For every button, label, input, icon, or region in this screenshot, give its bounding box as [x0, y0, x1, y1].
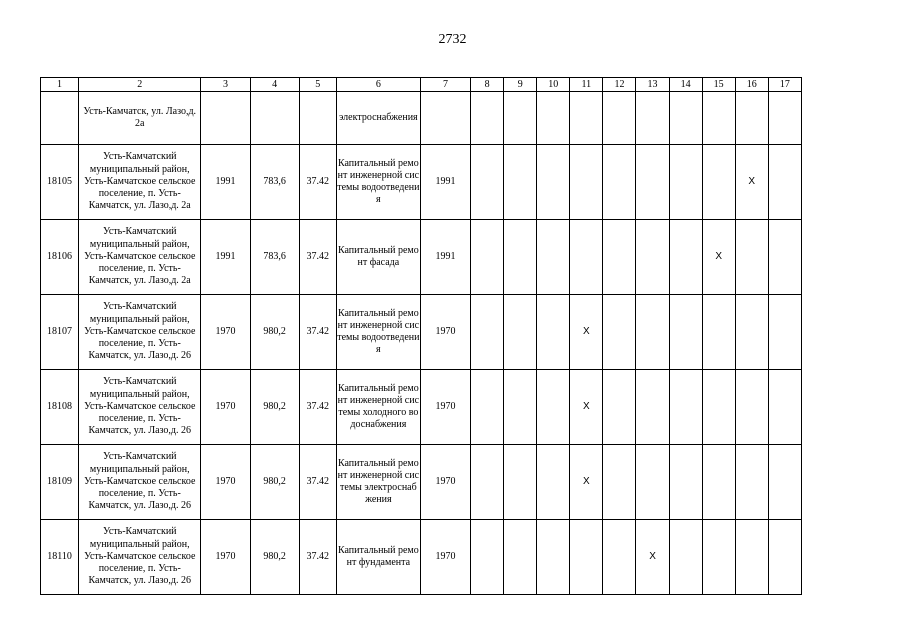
column-header-17: 17 — [768, 78, 801, 92]
cell-year-2: 1970 — [420, 370, 470, 445]
cell-area: 783,6 — [250, 220, 299, 295]
table-row — [41, 520, 802, 595]
cell-work: Капитальный ремонт инженерной системы холодного водоснабжения — [336, 370, 420, 445]
cell-id: 18109 — [41, 445, 79, 520]
cell-empty — [669, 295, 702, 370]
cell-empty — [669, 520, 702, 595]
cell-empty — [735, 220, 768, 295]
cell-empty — [537, 220, 570, 295]
cell-year-2: 1970 — [420, 520, 470, 595]
cell-mark: X — [702, 220, 735, 295]
cell-empty — [570, 220, 603, 295]
cell-empty — [636, 370, 669, 445]
column-header-1: 1 — [41, 78, 79, 92]
cell-work: Капитальный ремонт инженерной системы электроснабжения — [336, 445, 420, 520]
cell-year-2: 1991 — [420, 220, 470, 295]
cell-address: Усть-Камчатск, ул. Лазо,д. 2а — [79, 92, 201, 145]
cell-address: Усть-Камчатский муниципальный район, Усть-Камчатское сельское поселение, п. Усть-Камчатск, ул. Лазо,д. 26 — [79, 295, 201, 370]
cell-address: Усть-Камчатский муниципальный район, Усть-Камчатское сельское поселение, п. Усть-Камчатск, ул. Лазо,д. 2а — [79, 220, 201, 295]
cell-code: 37.42 — [299, 145, 336, 220]
cell-empty — [537, 520, 570, 595]
cell-empty — [636, 145, 669, 220]
cell-empty — [768, 145, 801, 220]
cell-empty — [735, 520, 768, 595]
cell-empty — [735, 370, 768, 445]
cell-mark: X — [570, 445, 603, 520]
cell-address: Усть-Камчатский муниципальный район, Усть-Камчатское сельское поселение, п. Усть-Камчатск, ул. Лазо,д. 2а — [79, 145, 201, 220]
cell-empty — [669, 370, 702, 445]
cell-year: 1970 — [201, 295, 250, 370]
cell-area: 980,2 — [250, 445, 299, 520]
column-header-14: 14 — [669, 78, 702, 92]
column-header-7: 7 — [420, 78, 470, 92]
cell-empty — [603, 145, 636, 220]
cell-empty — [537, 145, 570, 220]
cell-work: электроснабжения — [336, 92, 420, 145]
column-header-9: 9 — [504, 78, 537, 92]
cell-empty — [702, 295, 735, 370]
column-header-6: 6 — [336, 78, 420, 92]
registry-table — [40, 77, 802, 595]
cell-address: Усть-Камчатский муниципальный район, Усть-Камчатское сельское поселение, п. Усть-Камчатск, ул. Лазо,д. 26 — [79, 445, 201, 520]
cell-empty — [537, 370, 570, 445]
cell-year: 1991 — [201, 145, 250, 220]
table-row — [41, 370, 802, 445]
cell-empty — [504, 520, 537, 595]
table-row — [41, 145, 802, 220]
cell-code: 37.42 — [299, 295, 336, 370]
column-header-4: 4 — [250, 78, 299, 92]
cell-code: 37.42 — [299, 445, 336, 520]
cell-id — [41, 92, 79, 145]
cell-empty — [603, 220, 636, 295]
cell-empty — [768, 220, 801, 295]
cell-mark: X — [570, 295, 603, 370]
cell-id: 18107 — [41, 295, 79, 370]
cell-empty — [636, 220, 669, 295]
column-header-12: 12 — [603, 78, 636, 92]
table-row — [41, 295, 802, 370]
cell-id: 18110 — [41, 520, 79, 595]
cell-empty — [702, 145, 735, 220]
column-header-10: 10 — [537, 78, 570, 92]
cell-address: Усть-Камчатский муниципальный район, Усть-Камчатское сельское поселение, п. Усть-Камчатск, ул. Лазо,д. 26 — [79, 520, 201, 595]
cell-empty — [471, 145, 504, 220]
cell-area: 783,6 — [250, 145, 299, 220]
column-header-15: 15 — [702, 78, 735, 92]
header-row — [41, 78, 802, 92]
cell-year: 1970 — [201, 370, 250, 445]
cell-empty — [570, 520, 603, 595]
cell-empty — [768, 520, 801, 595]
cell-empty — [570, 145, 603, 220]
cell-year-2: 1970 — [420, 445, 470, 520]
cell-empty — [669, 445, 702, 520]
cell-empty — [735, 295, 768, 370]
cell-empty — [471, 220, 504, 295]
cell-empty — [603, 295, 636, 370]
cell-empty — [702, 370, 735, 445]
cell-empty — [702, 445, 735, 520]
cell-area: 980,2 — [250, 370, 299, 445]
table-row — [41, 220, 802, 295]
table-row — [41, 445, 802, 520]
cell-empty — [702, 520, 735, 595]
cell-empty — [669, 220, 702, 295]
cell-mark: X — [735, 145, 768, 220]
cell-mark: X — [570, 370, 603, 445]
cell-empty — [669, 145, 702, 220]
continued-row — [41, 92, 802, 145]
cell-empty — [603, 445, 636, 520]
cell-empty — [504, 445, 537, 520]
cell-mark: X — [636, 520, 669, 595]
cell-id: 18105 — [41, 145, 79, 220]
cell-empty — [504, 370, 537, 445]
cell-work: Капитальный ремонт фундамента — [336, 520, 420, 595]
cell-work: Капитальный ремонт инженерной системы водоотведения — [336, 295, 420, 370]
cell-empty — [471, 370, 504, 445]
cell-empty — [537, 295, 570, 370]
cell-year: 1991 — [201, 220, 250, 295]
column-header-16: 16 — [735, 78, 768, 92]
cell-empty — [471, 520, 504, 595]
cell-empty — [636, 295, 669, 370]
column-header-5: 5 — [299, 78, 336, 92]
cell-code: 37.42 — [299, 220, 336, 295]
cell-empty — [504, 220, 537, 295]
cell-empty — [603, 520, 636, 595]
cell-id: 18108 — [41, 370, 79, 445]
cell-empty — [768, 370, 801, 445]
cell-empty — [636, 445, 669, 520]
cell-work: Капитальный ремонт инженерной системы водоотведения — [336, 145, 420, 220]
cell-empty — [504, 145, 537, 220]
cell-empty — [603, 370, 636, 445]
page-number: 2732 — [438, 32, 467, 47]
column-header-3: 3 — [201, 78, 250, 92]
cell-empty — [471, 445, 504, 520]
cell-address: Усть-Камчатский муниципальный район, Усть-Камчатское сельское поселение, п. Усть-Камчатск, ул. Лазо,д. 26 — [79, 370, 201, 445]
cell-year: 1970 — [201, 520, 250, 595]
cell-year-2: 1991 — [420, 145, 470, 220]
cell-empty — [735, 445, 768, 520]
cell-year-2: 1970 — [420, 295, 470, 370]
cell-empty — [471, 295, 504, 370]
cell-year: 1970 — [201, 445, 250, 520]
cell-work: Капитальный ремонт фасада — [336, 220, 420, 295]
column-header-2: 2 — [79, 78, 201, 92]
cell-id: 18106 — [41, 220, 79, 295]
cell-code: 37.42 — [299, 520, 336, 595]
cell-code: 37.42 — [299, 370, 336, 445]
cell-empty — [537, 445, 570, 520]
column-header-13: 13 — [636, 78, 669, 92]
column-header-11: 11 — [570, 78, 603, 92]
cell-empty — [768, 445, 801, 520]
cell-area: 980,2 — [250, 295, 299, 370]
cell-area: 980,2 — [250, 520, 299, 595]
cell-empty — [768, 295, 801, 370]
column-header-8: 8 — [471, 78, 504, 92]
cell-empty — [504, 295, 537, 370]
